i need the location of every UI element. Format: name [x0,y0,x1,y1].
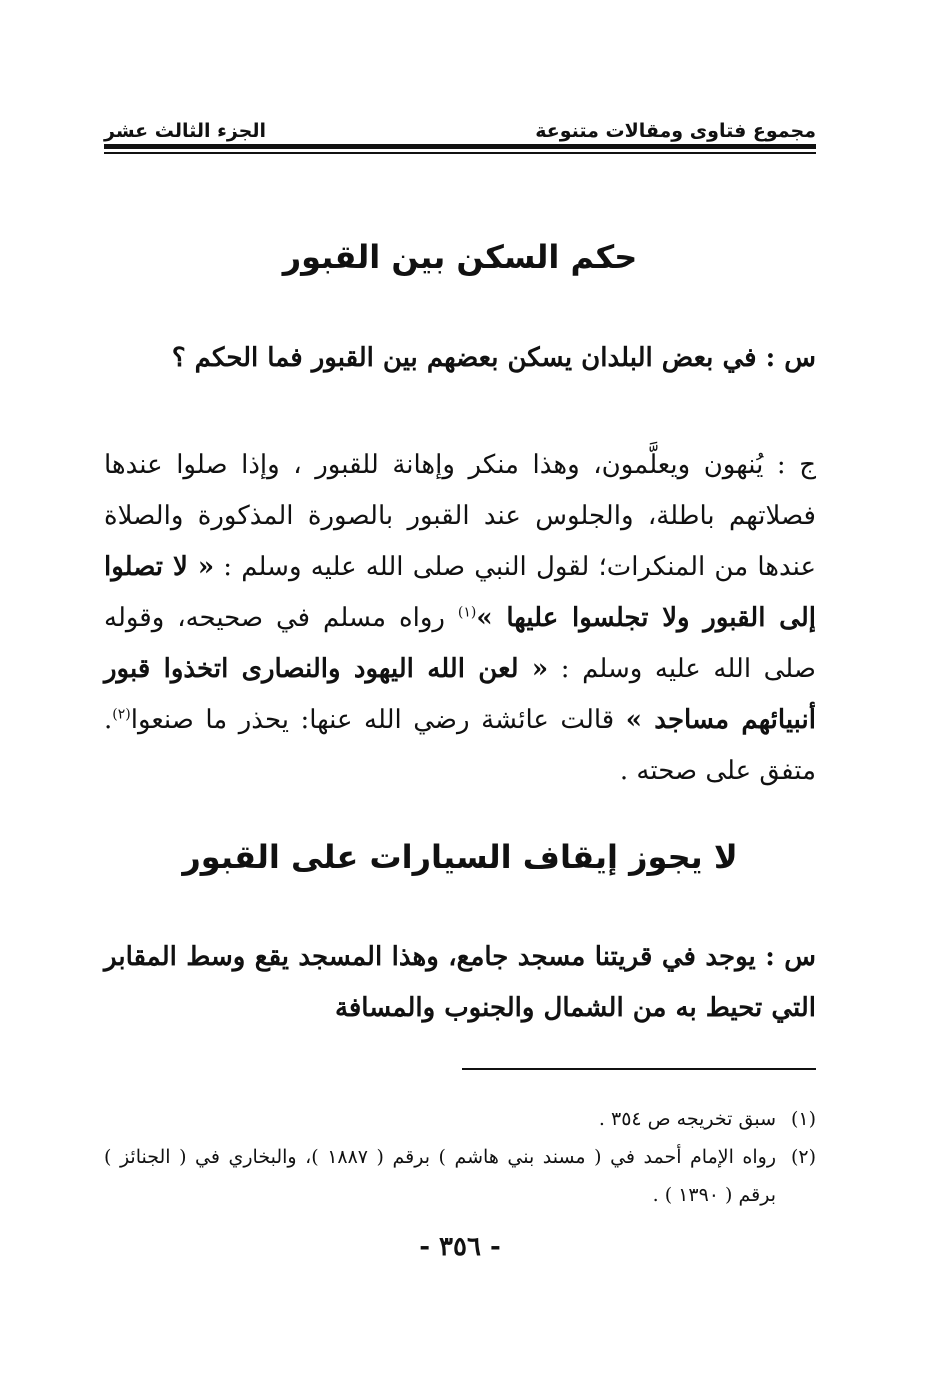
footnotes [104,1100,816,1214]
footnote-separator [462,1068,816,1070]
footnote-text: سبق تخريجه ص ٣٥٤ . [598,1108,776,1130]
hadith-1: « لا تصلوا إلى القبور ولا تجلسوا عليها » [104,552,816,633]
page-number: - ٣٥٦ - [419,1232,501,1262]
section-title-living-among-graves: حكم السكن بين القبور [282,238,638,276]
section-title-parking-on-graves: لا يجوز إيقاف السيارات على القبور [182,838,738,876]
footnote-2 [104,1138,816,1214]
footnote-text: رواه الإمام أحمد في ( مسند بني هاشم ) برقم ( ١٨٨٧ )، والبخاري في ( الجنائز ) برقم ( ١٣٩٠ ) . [104,1146,776,1206]
hadith-2: « لعن الله اليهود والنصارى اتخذوا قبور أنبيائهم مساجد » [104,654,816,735]
book-title: مجموع فتاوى ومقالات متنوعة [535,120,816,142]
footnote-number: (٢) [790,1146,816,1168]
answer-1-part-2: رواه مسلم في صحيحه، وقوله صلى الله عليه وسلم : [104,603,816,684]
volume-label: الجزء الثالث عشر [104,120,267,142]
header-rule-thin [104,152,816,154]
footnote-number: (١) [790,1108,816,1130]
question-1: س : في بعض البلدان يسكن بعضهم بين القبور فما الحكم ؟ [171,343,816,373]
footnote-ref-1: (١) [457,604,477,621]
answer-1-part-1: ج : يُنهون ويعلَّمون، وهذا منكر وإهانة للقبور ، وإذا صلوا عندها فصلاتهم باطلة، والجلوس عند القبور بالصورة المذكورة والصلاة عندها من المنكرات؛ لقول النبي صلى الله عليه وسلم : [104,450,816,582]
header-rule-thick [104,144,816,149]
question-2: س : يوجد في قريتنا مسجد جامع، وهذا المسجد يقع وسط المقابر التي تحيط به من الشمال والجنوب والمسافة [104,942,816,1023]
running-header [104,112,816,142]
footnote-1 [104,1100,816,1138]
answer-1-part-4: . متفق على صحته . [104,705,816,786]
answer-1-part-3: قالت عائشة رضي الله عنها: يحذر ما صنعوا [130,705,626,735]
footnote-ref-2: (٢) [112,706,131,723]
answer-1 [104,440,816,797]
